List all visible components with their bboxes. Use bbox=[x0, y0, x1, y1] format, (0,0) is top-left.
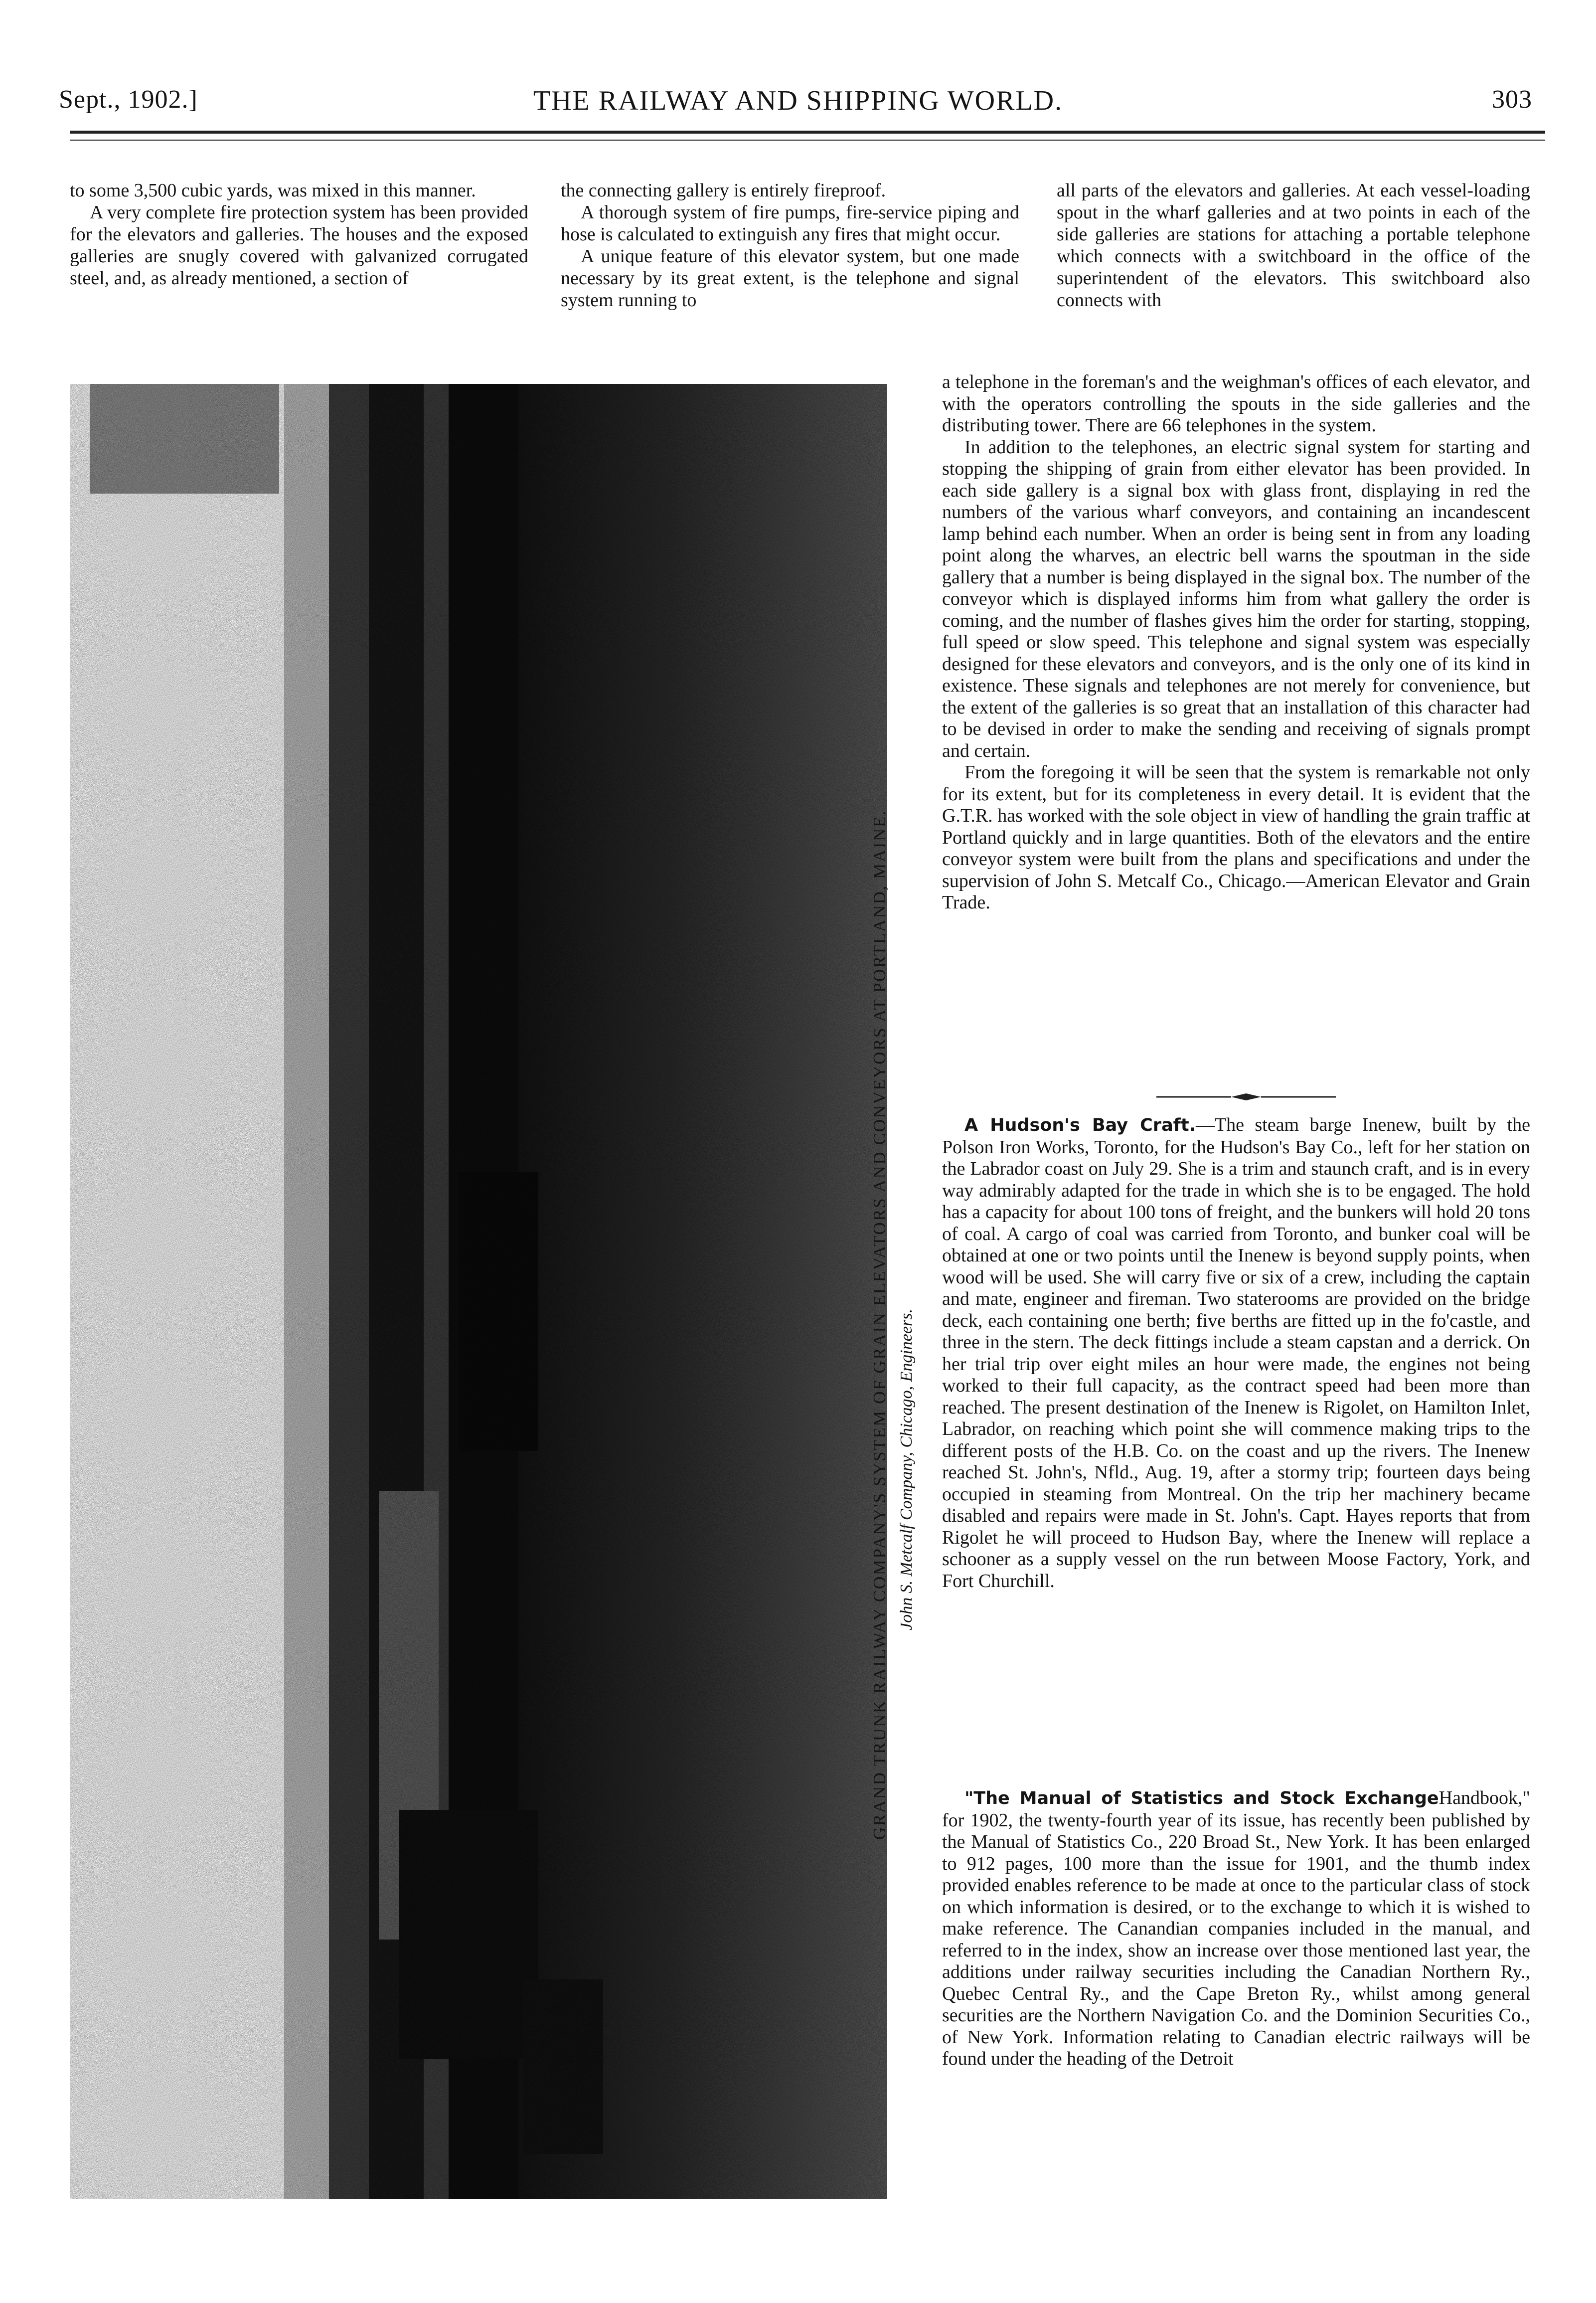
header-rule-thick bbox=[70, 131, 1545, 134]
article-body: Handbook," for 1902, the twenty-fourth year of its issue, has recently been published by the Manual of Statistics Co., 220 Broad St., New York. It has been enlarged to 912 pages, 100 more than the issue for 1901, and the thumb index provided enables reference to be made at once to the particular class of stock on which information is desired, or to the exchange to which it is wished to make reference. The Canandian companies included in the manual, and referred to in the index, show an increase over those mentioned last year, the additions under railway securities including the Canadian Northern Ry., Quebec Central Ry., and the Cape Breton Ry., whilst among general securities are the Northern Navigation Co. and the Dominion Securities Co., of New York. Information relating to Canadian electric railways will be found under the heading of the Detroit bbox=[942, 1787, 1530, 2069]
paragraph: A very complete fire protection system has been provided for the elevators and galleries. The houses and the exposed galleries are snugly covered with galvanized corrugated steel, and, as already mentioned, a section of bbox=[70, 202, 528, 289]
hudsons-bay-article bbox=[942, 1114, 1530, 1592]
column-1 bbox=[70, 179, 528, 289]
journal-title: THE RAILWAY AND SHIPPING WORLD. bbox=[533, 85, 1063, 116]
header-date: Sept., 1902.] bbox=[59, 85, 198, 114]
paragraph: the connecting gallery is entirely fireproof. bbox=[561, 180, 886, 201]
elevator-photograph bbox=[70, 384, 887, 2199]
paragraph: A thorough system of fire pumps, fire-service piping and hose is calculated to extinguish any fires that might occur. bbox=[561, 202, 1019, 245]
section-divider bbox=[1156, 1092, 1336, 1102]
manual-of-statistics-article bbox=[942, 1787, 1530, 2070]
article-body: —The steam barge Inenew, built by the Polson Iron Works, Toronto, for the Hudson's Bay Co., left for her station on the Labrador coast on July 29. She is a trim and staunch craft, and is in every way admirably adapted for the trade in which she is to be engaged. The hold has a capacity for about 100 tons of freight, and the bunkers will hold 20 tons of coal. A cargo of coal was carried from Toronto, and bunker coal will be obtained at one or two points until the Inenew is beyond supply points, when wood will be used. She will carry five or six of a crew, including the captain and mate, engineer and fireman. Two staterooms are provided on the bridge deck, each containing one berth; five berths are fitted up in the fo'castle, and three in the stern. The deck fittings include a steam capstan and a derrick. On her trial trip over eight miles an hour were made, the engines not being worked to their full capacity, as the contract speed had been more than reached. The present destination of the Inenew is Rigolet, on Hamilton Inlet, Labrador, on reaching which point she will commence making trips to the different posts of the H.B. Co. on the coast and up the rivers. The Inenew reached St. John's, Nfld., Aug. 19, after a stormy trip; fourteen days being occupied in steaming from Montreal. On the trip her machinery became disabled and repairs were made in St. John's. Capt. Hayes reports that from Rigolet he will proceed to Hudson Bay, where the Inenew will replace a schooner as a supply vessel on the run between Moose Factory, York, and Fort Churchill. bbox=[942, 1114, 1531, 1592]
article-heading: "The Manual of Statistics and Stock Exchange bbox=[964, 1788, 1439, 1808]
paragraph: a telephone in the foreman's and the weighman's offices of each elevator, and with the operators controlling the spouts in the side galleries and the distributing tower. There are 66 telephones in the system. bbox=[942, 371, 1530, 436]
column-3-main bbox=[942, 371, 1530, 914]
caption-credit: John S. Metcalf Company, Chicago, Engineers. bbox=[897, 1309, 916, 1630]
paragraph: to some 3,500 cubic yards, was mixed in this manner. bbox=[70, 180, 476, 201]
column-2 bbox=[561, 179, 1019, 311]
paragraph: all parts of the elevators and galleries. At each vessel-loading spout in the wharf galleries and at two points in each of the side galleries are stations for attaching a portable telephone which connects with a switchboard in the office of the superintendent of the elevators. This switchboard also connects with bbox=[1057, 180, 1530, 311]
article-heading: A Hudson's Bay Craft. bbox=[964, 1115, 1196, 1135]
paragraph: From the foregoing it will be seen that the system is remarkable not only for its extent, but for its completeness in every detail. It is evident that the G.T.R. has worked with the sole object in view of handling the grain traffic at Portland quickly and in large quantities. Both of the elevators and the entire conveyor system were built from the plans and specifications and under the supervision of John S. Metcalf Co., Chicago.—American Elevator and Grain Trade. bbox=[942, 762, 1530, 913]
page-number: 303 bbox=[1492, 85, 1532, 114]
paragraph: A unique feature of this elevator system, but one made necessary by its great extent, is the telephone and signal system running to bbox=[561, 246, 1019, 311]
paragraph: In addition to the telephones, an electric signal system for starting and stopping the shipping of grain from either elevator has been provided. In each side gallery is a signal box with glass front, displaying in red the numbers of the various wharf conveyors, and containing an incandescent lamp behind each number. When an order is being sent in from any loading point along the wharves, an electric bell warns the spoutman in the side gallery that a number is being displayed in the signal box. The number of the conveyor which is displayed informs him from what gallery the order is coming, and the number of flashes gives him the order for starting, stopping, full speed or slow speed. This telephone and signal system was especially designed for these elevators and conveyors, and is the only one of its kind in existence. These signals and telephones are not merely for convenience, but the extent of the galleries is so great that an installation of this character had to be devised in order to make the sending and receiving of signals prompt and certain. bbox=[942, 436, 1530, 761]
caption-title: GRAND TRUNK RAILWAY COMPANY'S SYSTEM OF GRAIN ELEVATORS AND CONVEYORS AT PORTLAND, MAINE. bbox=[870, 809, 889, 1840]
header-rule-thin bbox=[70, 140, 1545, 141]
column-3-top bbox=[1057, 179, 1530, 311]
